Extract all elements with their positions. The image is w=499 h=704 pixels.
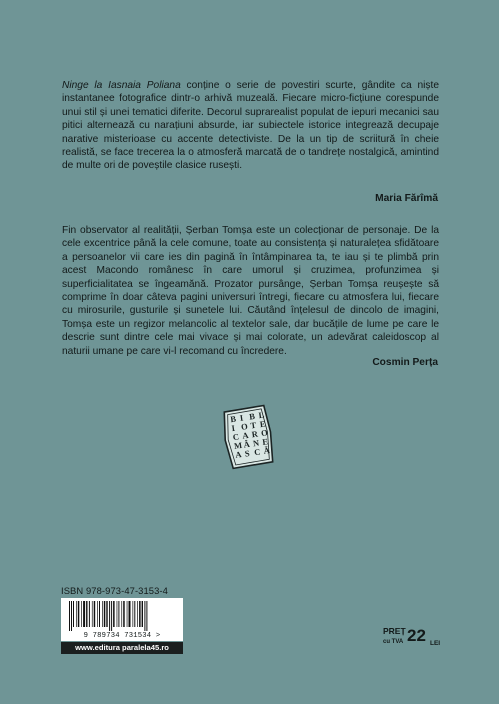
blurb-paragraph-2: Fin observator al realității, Șerban Tomșa este un colecționar de personaje. De la cele excentrice până la cele comune, toate au consistența și naturalețea sfidătoare a persoanelor vii care ies din pagină în întâmpinarea ta, te iau și te plimbă prin acest Macondo românesc în care umorul și cruzimea, profunzimea și superficialitatea se îngeamănă. Prozator pursânge, Șerban Tomșa reușește să comprime în doar câteva pagini universuri întregi, fiecare cu atmosfera lui, fiecare cu mirosurile, gusturile și sunetele lui. Căutând înțelesul de dincolo de imagini, Tomșa este un regizor melancolic al textelor sale, dar bucățile de lume pe care le descrie sunt dintre cele mai vivace și mai colorate, un adevărat caleidoscop al naturii umane pe care vi-l recomand cu încredere. xyxy=(62,225,439,357)
stamp-letter: M xyxy=(233,439,243,451)
barcode-bar xyxy=(99,601,100,627)
stamp-letter: L xyxy=(257,409,265,421)
barcode-bar xyxy=(92,601,93,627)
stamp-letter: Ă xyxy=(262,445,271,456)
barcode-bar xyxy=(137,601,138,627)
stamp-letter: Â xyxy=(242,438,251,450)
barcode-bar xyxy=(146,601,147,631)
barcode-bar xyxy=(111,601,112,631)
stamp-letter: A xyxy=(234,449,243,460)
barcode-bar xyxy=(94,601,96,627)
stamp-letter: E xyxy=(259,418,267,430)
barcode-bar xyxy=(144,601,145,631)
barcode-bar xyxy=(78,601,80,627)
barcode-bar xyxy=(139,601,141,627)
stamp-letter: E xyxy=(261,436,269,448)
author-2: Cosmin Perța xyxy=(372,357,438,368)
stamp-letter: N xyxy=(252,437,260,449)
barcode-bar xyxy=(71,601,72,631)
blurb-paragraph-1 xyxy=(62,79,439,173)
barcode-bar xyxy=(133,601,134,627)
barcode-bar xyxy=(142,601,143,627)
barcode-bar xyxy=(69,601,70,631)
barcode-bar xyxy=(134,601,135,627)
barcode-bar xyxy=(129,601,131,627)
publisher-website: www.editura paralela45.ro xyxy=(61,642,183,654)
barcode-bar xyxy=(123,601,125,627)
barcode-bar xyxy=(97,601,98,627)
barcode-bar xyxy=(127,601,128,627)
price-currency: LEI xyxy=(430,640,441,647)
book-title: Ninge la Iasnaia Poliana xyxy=(62,80,181,91)
price-block xyxy=(383,626,443,654)
author-1: Maria Fărîmă xyxy=(375,193,438,204)
barcode-bar xyxy=(109,601,110,631)
price-vat-label: cu TVA xyxy=(383,639,404,645)
barcode-bar xyxy=(106,601,107,627)
barcode-bars xyxy=(67,601,177,631)
barcode-bar xyxy=(113,601,115,627)
barcode-bar xyxy=(86,601,87,627)
barcode-bar xyxy=(89,601,90,627)
stamp-letter: A xyxy=(241,429,250,441)
barcode-digits: 9 789734 731534 > xyxy=(83,632,161,640)
stamp-letter: I xyxy=(239,412,244,423)
stamp-letter: C xyxy=(253,446,261,458)
stamp-letter: B xyxy=(229,413,237,425)
isbn-text: ISBN 978-973-47-3153-4 xyxy=(61,585,168,596)
stamp-letter: I xyxy=(230,422,236,434)
stamp-letter: B xyxy=(248,410,256,422)
barcode-bar xyxy=(118,601,119,627)
barcode-bar xyxy=(102,601,103,627)
barcode-bar xyxy=(81,601,82,627)
price-value: 22 xyxy=(407,626,426,645)
price-label: PREȚ xyxy=(383,626,406,636)
barcode xyxy=(61,598,183,641)
barcode-bar xyxy=(117,601,118,627)
barcode-bar xyxy=(83,601,85,627)
stamp-letter: O xyxy=(260,427,269,439)
biblioteca-romaneasca-stamp-icon xyxy=(218,402,278,473)
stamp-letter: S xyxy=(244,447,251,459)
barcode-bar xyxy=(76,601,77,627)
stamp-letter: C xyxy=(232,431,240,443)
barcode-bar xyxy=(73,601,74,627)
stamp-letter: R xyxy=(250,428,259,440)
blurb-1-text: conține o serie de povestiri scurte, gândite ca niște instantanee fotografice dintr-o arhivă muzeală. Fiecare micro-ficțiune corespunde unui stil și unei tematici diferite. Decorul suprarealist populat de iepuri mecanici sau pitici alternează cu narațiuni absurde, iar subiectele istorice integrează decupaje narative misterioase cu accente detectiviste. De la un tip de scriitură în cheie realistă, se face trecerea la o atmosferă marcată de o tandrețe nostalgică, amintind de multe ori de poveștile clasice rusești. xyxy=(62,80,439,172)
barcode-bar xyxy=(104,601,106,627)
stamp-letter: T xyxy=(249,419,257,431)
barcode-bar xyxy=(121,601,122,627)
stamp-letter: O xyxy=(240,420,249,432)
